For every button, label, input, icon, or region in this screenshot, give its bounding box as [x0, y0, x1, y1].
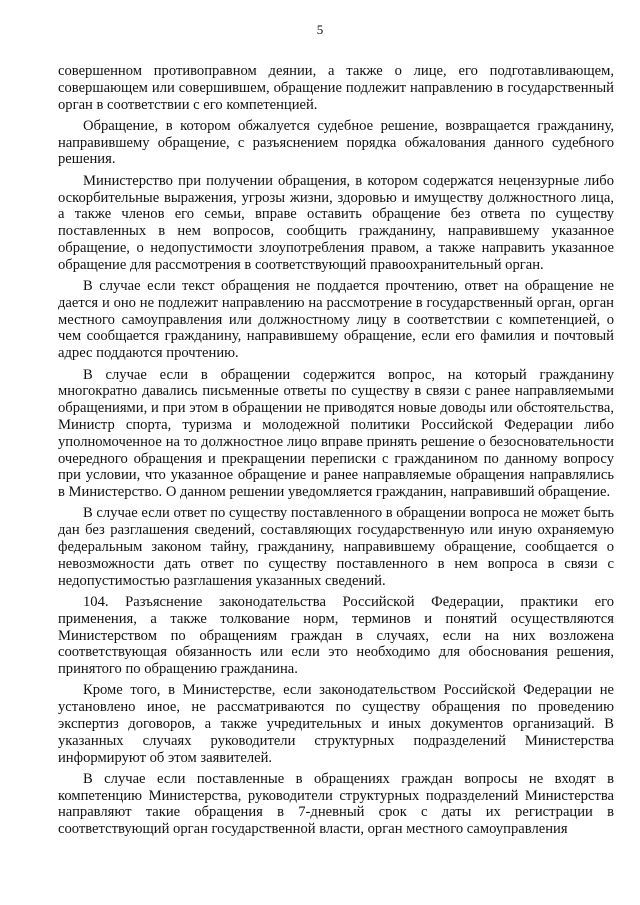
paragraph-competence-redirect: В случае если поставленные в обращениях граждан вопросы не входят в компетенцию Министерства, руководители структурных подразделений Министерства направляют такие обращения в 7-дневный срок с даты их регистрации в соответствующий орган государственной власти, орган местного самоуправления	[58, 770, 614, 838]
paragraph-offensive-expressions: Министерство при получении обращения, в котором содержатся нецензурные либо оскорбительные выражения, угрозы жизни, здоровью и имуществу должностного лица, а также членов его семьи, вправе оставить обращение без ответа по существу поставленных в нем вопросов, сообщить гражданину, направившему указанное обращение, о недопустимости злоупотребления правом, а также направить указанное обращение для рассмотрения в соответствующий правоохранительный орган.	[58, 172, 614, 273]
paragraph-expertise: Кроме того, в Министерстве, если законодательством Российской Федерации не установлено иное, не рассматриваются по существу обращения по проведению экспертиз договоров, а также учредительных и иных документов организаций. В указанных случаях руководители структурных подразделений Министерства информируют об этом заявителей.	[58, 682, 614, 766]
paragraph-state-secret: В случае если ответ по существу поставленного в обращении вопроса не может быть дан без разглашения сведений, составляющих государственную или иную охраняемую федеральным законом тайну, гражданину, направившему обращение, сообщается о невозможности дать ответ по существу поставленного в нем вопроса в связи с недопустимостью разглашения указанных сведений.	[58, 505, 614, 589]
paragraph-continuation: совершенном противоправном деянии, а также о лице, его подготавливающем, совершающем или совершившем, обращение подлежит направлению в государственный орган в соответствии с его компетенцией.	[58, 63, 614, 113]
paragraph-item-104: 104. Разъяснение законодательства Российской Федерации, практики его применения, а также толкование норм, терминов и понятий осуществляются Министерством по обращениям граждан в случаях, если на них возложена соответствующая обязанность или если это необходимо для обоснования решения, принятого по обращению гражданина.	[58, 593, 614, 678]
paragraph-court-decision: Обращение, в котором обжалуется судебное решение, возвращается гражданину, направившему обращение, с разъяснением порядка обжалования данного судебного решения.	[58, 117, 614, 168]
document-body	[58, 63, 614, 843]
paragraph-repeated-question: В случае если в обращении содержится вопрос, на который гражданину многократно давались письменные ответы по существу в связи с ранее направляемыми обращениями, и при этом в обращении не приводятся новые доводы или обстоятельства, Министр спорта, туризма и молодежной политики Российской Федерации либо уполномоченное на то должностное лицо вправе принять решение о безосновательности очередного обращения и прекращении переписки с гражданином по данному вопросу при условии, что указанное обращение и ранее направляемые обращения направлялись в Министерство. О данном решении уведомляется гражданин, направивший обращение.	[58, 366, 614, 501]
page-number: 5	[316, 22, 324, 37]
paragraph-unreadable-text: В случае если текст обращения не поддается прочтению, ответ на обращение не дается и оно не подлежит направлению на рассмотрение в государственный орган, орган местного самоуправления или должностному лицу в соответствии с компетенцией, о чем сообщается гражданину, направившему обращение, если его фамилия и почтовый адрес поддаются прочтению.	[58, 278, 614, 362]
